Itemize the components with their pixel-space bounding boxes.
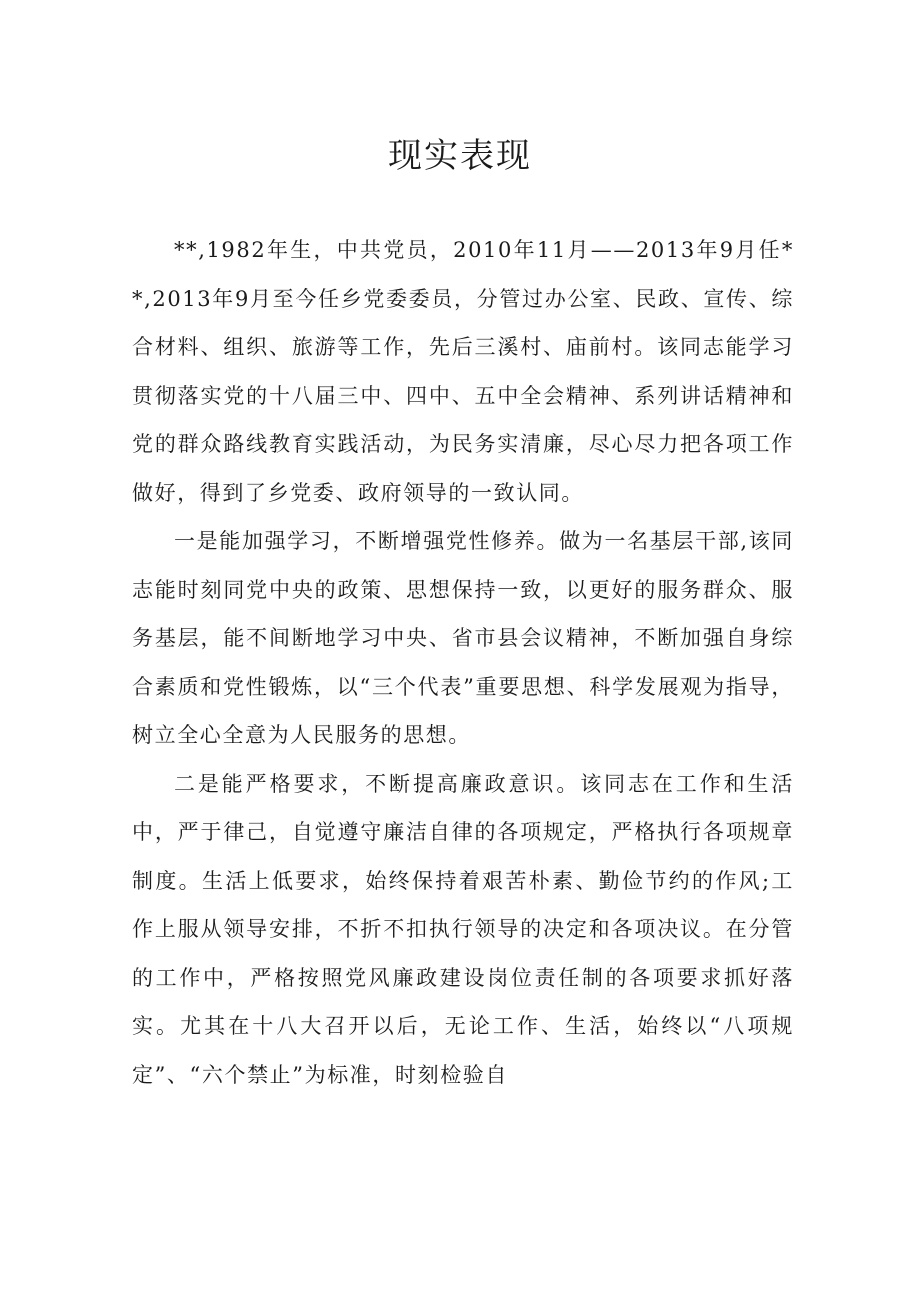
- paragraph-intro: **,1982年生，中共党员，2010年11月——2013年9月任**,2013年9月至今任乡党委委员，分管过办公室、民政、宣传、综合材料、组织、旅游等工作，先后三溪村、庙前村。该同志能学习贯彻落实党的十八届三中、四中、五中全会精神、系列讲话精神和党的群众路线教育实践活动，为民务实清廉，尽心尽力把各项工作做好，得到了乡党委、政府领导的一致认同。: [132, 238, 794, 505]
- document-body: [132, 226, 794, 1099]
- page-title: 现实表现: [388, 136, 532, 176]
- paragraph-integrity: 二是能严格要求，不断提高廉政意识。该同志在工作和生活中，严于律己，自觉遵守廉洁自律的各项规定，严格执行各项规章制度。生活上低要求，始终保持着艰苦朴素、勤俭节约的作风;工作上服从领导安排，不折不扣执行领导的决定和各项决议。在分管的工作中，严格按照党风廉政建设岗位责任制的各项要求抓好落实。尤其在十八大召开以后，无论工作、生活，始终以“八项规定”、“六个禁止”为标准，时刻检验自: [132, 771, 794, 1087]
- paragraph-study: 一是能加强学习，不断增强党性修养。做为一名基层干部,该同志能时刻同党中央的政策、思想保持一致，以更好的服务群众、服务基层，能不间断地学习中央、省市县会议精神，不断加强自身综合素质和党性锻炼，以“三个代表”重要思想、科学发展观为指导，树立全心全意为人民服务的思想。: [132, 529, 794, 747]
